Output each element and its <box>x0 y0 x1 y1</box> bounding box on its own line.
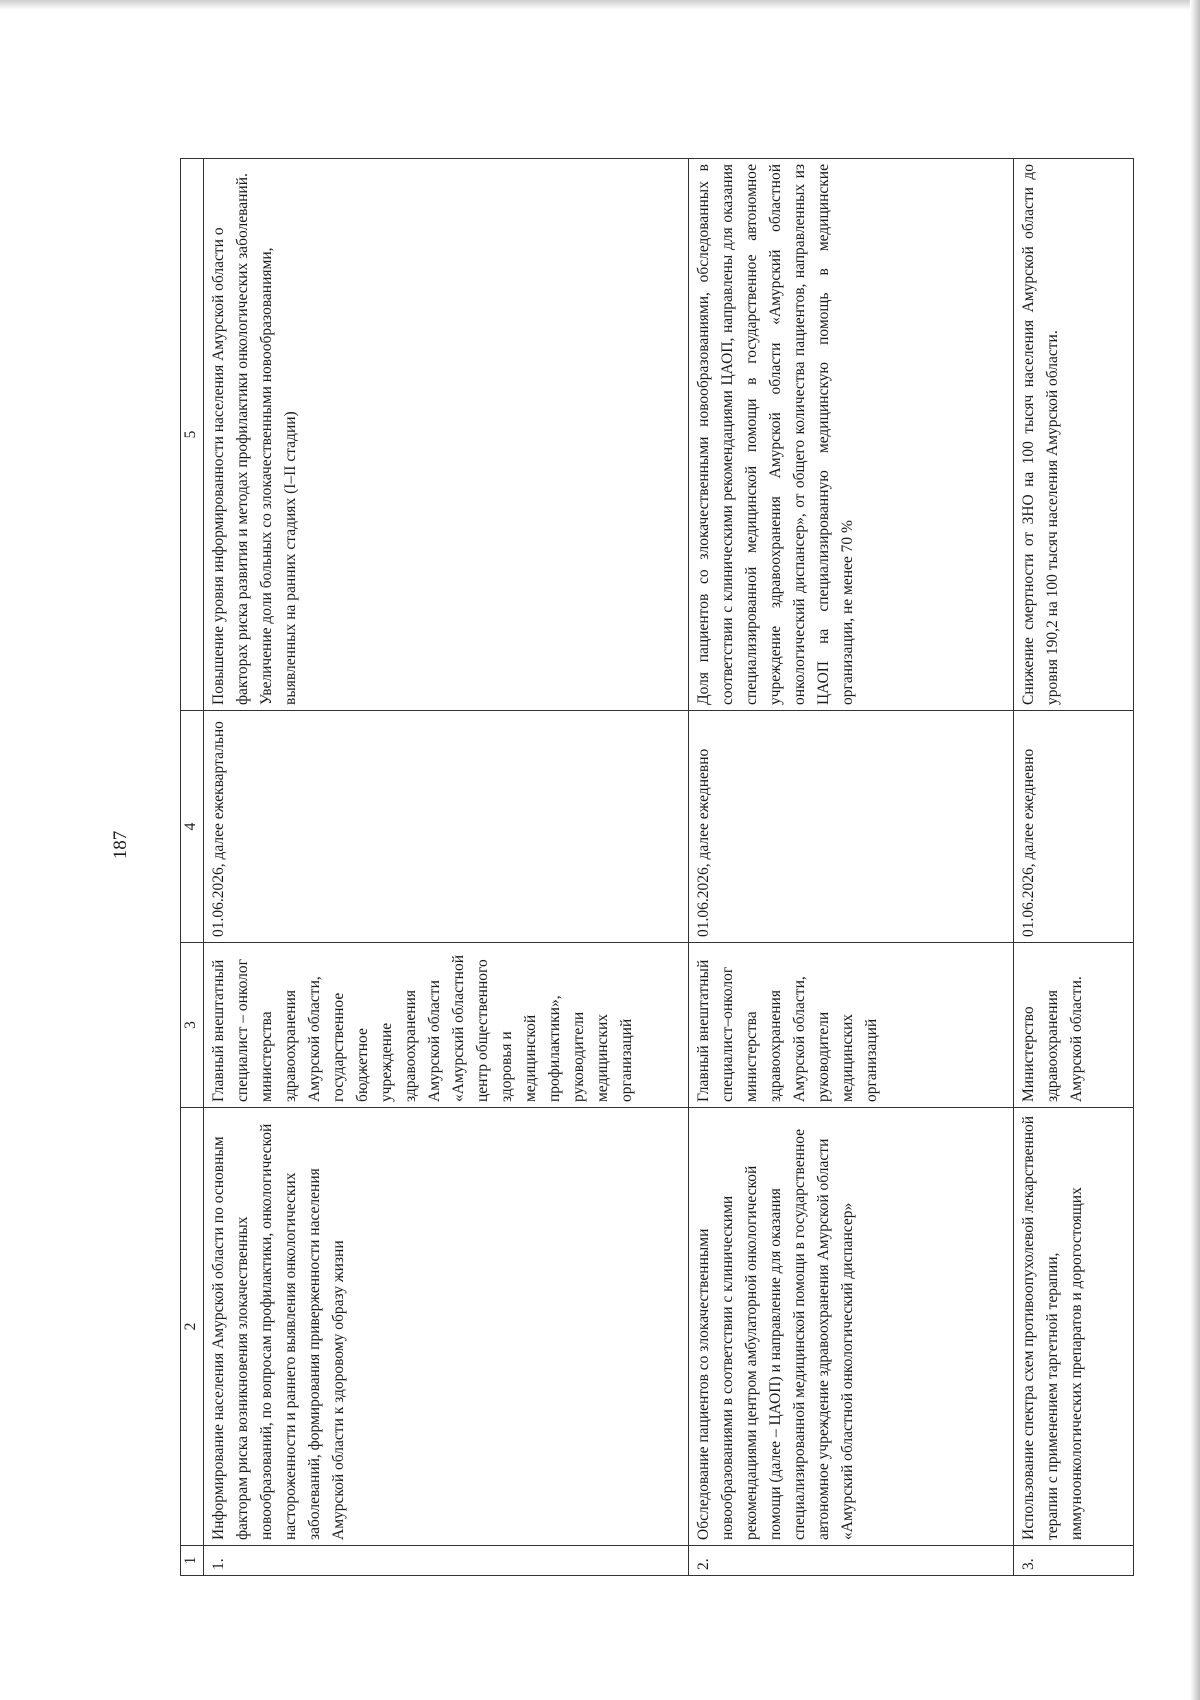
term-cell: 01.06.2026, далее ежедневно <box>689 711 1014 943</box>
header-cell-1: 1 <box>181 1546 204 1576</box>
responsible-cell: Главный внештатный специалист – онколог министерства здравоохранения Амурской области, государственное бюджетное учреждение здравоохранения Амурской области «Амурский областной центр общественного здоровья и медицинской профилактики», руководители медицинских организаций <box>204 943 689 1108</box>
rotated-table-wrapper <box>180 159 1160 1576</box>
header-cell-3: 3 <box>181 943 204 1108</box>
table-row <box>1014 159 1134 1576</box>
scan-edge-top <box>0 0 1200 10</box>
term-cell: 01.06.2026, далее ежедневно <box>1014 711 1134 943</box>
result-cell: Снижение смертности от ЗНО на 100 тысяч населения Амурской области до уровня 190,2 на 100 тысяч населения Амурской области. <box>1014 159 1134 711</box>
row-number: 2. <box>689 1546 1014 1576</box>
event-cell: Информирование населения Амурской области по основным факторам риска возникновения злокачественных новообразований, по вопросам профилактики, онкологической настороженности и раннего выявления онкологических заболеваний, формирования приверженности населения Амурской области к здоровому образу жизни <box>204 1108 689 1546</box>
row-number: 3. <box>1014 1546 1134 1576</box>
event-cell: Обследование пациентов со злокачественными новообразованиями в соответствии с клиническими рекомендациями центром амбулаторной онкологической помощи (далее – ЦАОП) и направление для оказания специализированной медицинской помощи в государственное автономное учреждение здравоохранения Амурской области «Амурский областной онкологический диспансер» <box>689 1108 1014 1546</box>
event-cell: Использование спектра схем противоопухолевой лекарственной терапии с применением таргетной терапии, иммуноонкологических препаратов и дорогостоящих <box>1014 1108 1134 1546</box>
table-row <box>204 159 689 1576</box>
row-number: 1. <box>204 1546 689 1576</box>
responsible-cell: Главный внештатный специалист–онколог министерства здравоохранения Амурской области, руководители медицинских организаций <box>689 943 1014 1108</box>
responsible-cell: Министерство здравоохранения Амурской области. <box>1014 943 1134 1108</box>
header-cell-4: 4 <box>181 711 204 943</box>
term-cell: 01.06.2026, далее ежеквартально <box>204 711 689 943</box>
result-cell: Повышение уровня информированности населения Амурской области о факторах риска развития и методах профилактики онкологических заболеваний. Увеличение доли больных со злокачественными новообразованиями, выявленных на ранних стадиях (I–II стадии) <box>204 159 689 711</box>
header-row <box>181 159 204 1576</box>
header-cell-5: 5 <box>181 159 204 711</box>
measures-table <box>180 158 1134 1576</box>
table-row <box>689 159 1014 1576</box>
header-cell-2: 2 <box>181 1108 204 1546</box>
result-cell: Доля пациентов со злокачественными новообразованиями, обследованных в соответствии с клиническими рекомендациями ЦАОП, направлены для оказания специализированной медицинской помощи в государственное автономное учреждение здравоохранения Амурской области «Амурский областной онкологический диспансер», от общего количества пациентов, направленных из ЦАОП на специализированную медицинскую помощь в медицинские организации, не менее 70 % <box>689 159 1014 711</box>
scan-edge-right <box>1190 0 1200 1700</box>
page-number: 187 <box>110 830 131 860</box>
